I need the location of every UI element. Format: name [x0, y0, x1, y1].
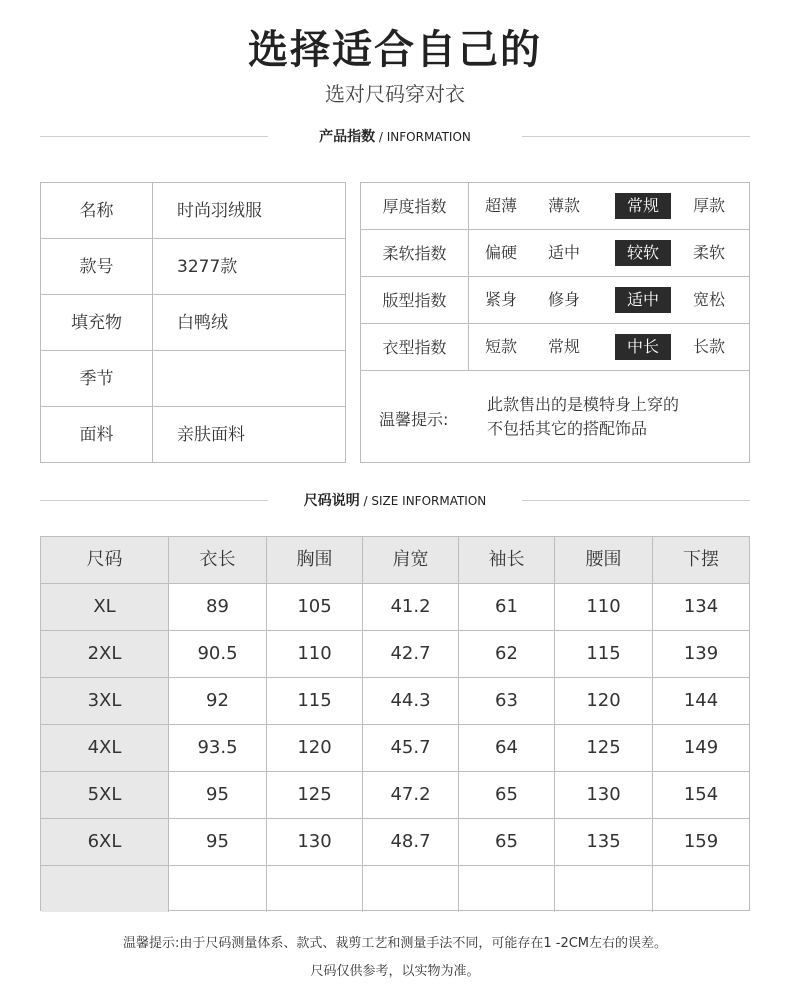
size-value-cell: 64: [459, 725, 555, 771]
size-value-cell: 144: [683, 690, 719, 711]
size-label-cell: XL: [41, 584, 169, 630]
index-option: 长款: [692, 337, 725, 356]
size-value-cell: 139: [683, 643, 719, 664]
index-key: 衣型指数: [361, 324, 469, 371]
size-value-cell: 120: [555, 678, 653, 724]
size-header-cell: 下摆: [683, 549, 719, 570]
info-value: 时尚羽绒服: [177, 201, 262, 221]
section-header-product: [40, 126, 750, 146]
size-value-cell: 93.5: [169, 725, 267, 771]
index-option-selected: 中长: [615, 334, 671, 360]
size-value-cell: 92: [169, 678, 267, 724]
size-value-cell: 63: [459, 678, 555, 724]
size-value-cell: 42.7: [363, 631, 459, 677]
size-header-cell: 衣长: [169, 537, 267, 583]
section-title-cn: 产品指数: [319, 129, 376, 145]
size-header-cell: 肩宽: [363, 537, 459, 583]
size-table-header: [41, 537, 749, 584]
size-row: [41, 678, 749, 725]
size-value-cell: [555, 866, 653, 912]
index-row: [361, 183, 749, 230]
size-header-cell: 尺码: [41, 537, 169, 583]
info-row: [41, 183, 345, 239]
index-key: 厚度指数: [361, 183, 469, 230]
size-value-cell: 130: [555, 772, 653, 818]
index-option: 常规: [547, 337, 580, 356]
size-label-cell: 5XL: [41, 772, 169, 818]
size-header-cell: 胸围: [267, 537, 363, 583]
section-title-cn: 尺码说明: [303, 493, 360, 509]
size-value-cell: 62: [459, 631, 555, 677]
index-option: 短款: [484, 337, 517, 356]
size-value-cell: [653, 866, 749, 912]
index-row: [361, 324, 749, 371]
size-label-cell: 3XL: [41, 678, 169, 724]
size-value-cell: 110: [555, 584, 653, 630]
size-value-cell: 65: [459, 772, 555, 818]
size-row: [41, 866, 749, 913]
size-label-cell: 2XL: [41, 631, 169, 677]
info-key: 填充物: [41, 295, 153, 351]
footer-reference: 尺码仅供参考，以实物为准。: [310, 964, 480, 979]
index-option: 偏硬: [484, 243, 517, 262]
index-option: 超薄: [484, 196, 517, 215]
info-value: 3277款: [177, 257, 238, 277]
size-value-cell: 41.2: [363, 584, 459, 630]
info-value: 亲肤面料: [177, 425, 245, 445]
size-value-cell: 159: [683, 831, 719, 852]
info-value: 白鸭绒: [177, 313, 228, 333]
size-value-cell: 125: [267, 772, 363, 818]
info-row: [41, 295, 345, 351]
size-value-cell: 115: [267, 678, 363, 724]
size-value-cell: 125: [555, 725, 653, 771]
size-value-cell: 65: [459, 819, 555, 865]
product-info-table: [40, 182, 346, 463]
size-label-cell: 4XL: [41, 725, 169, 771]
size-value-cell: 130: [267, 819, 363, 865]
size-value-cell: [363, 866, 459, 912]
size-row: [41, 772, 749, 819]
size-row: [41, 725, 749, 772]
size-row: [41, 631, 749, 678]
size-value-cell: 134: [683, 596, 719, 617]
size-value-cell: [459, 866, 555, 912]
index-option-selected: 适中: [615, 287, 671, 313]
size-row: [41, 584, 749, 631]
tip-line-2: 不包括其它的搭配饰品: [487, 419, 648, 438]
size-value-cell: [267, 866, 363, 912]
index-option: 厚款: [692, 196, 725, 215]
info-row: [41, 351, 345, 407]
size-value-cell: 90.5: [169, 631, 267, 677]
size-row: [41, 819, 749, 866]
info-key: 款号: [41, 239, 153, 295]
info-key: 名称: [41, 183, 153, 239]
size-value-cell: 47.2: [363, 772, 459, 818]
info-row: [41, 407, 345, 463]
footer-note: 温馨提示:由于尺码测量体系、款式、裁剪工艺和测量手法不同，可能存在1 -2CM左右的误差。: [122, 936, 668, 951]
page-subtitle: 选对尺码穿对衣: [325, 82, 465, 106]
index-option: 柔软: [692, 243, 725, 262]
index-option-selected: 常规: [615, 193, 671, 219]
tip-line-1: 此款售出的是模特身上穿的: [487, 395, 680, 414]
size-value-cell: 110: [267, 631, 363, 677]
info-row: [41, 239, 345, 295]
tip-label: 温馨提示:: [379, 410, 449, 429]
size-value-cell: 89: [169, 584, 267, 630]
index-option: 修身: [547, 290, 580, 309]
size-label-cell: 6XL: [41, 819, 169, 865]
section-title-en: / INFORMATION: [375, 130, 471, 144]
size-label-cell: [41, 866, 169, 912]
size-header-cell: 袖长: [459, 537, 555, 583]
size-value-cell: 95: [169, 772, 267, 818]
size-value-cell: 61: [459, 584, 555, 630]
size-value-cell: 120: [267, 725, 363, 771]
size-value-cell: 149: [683, 737, 719, 758]
product-index-table: [360, 182, 750, 463]
index-option: 宽松: [692, 290, 725, 309]
size-value-cell: 48.7: [363, 819, 459, 865]
info-key: 面料: [41, 407, 153, 463]
size-value-cell: 45.7: [363, 725, 459, 771]
index-row: [361, 277, 749, 324]
size-value-cell: [169, 866, 267, 912]
size-value-cell: 154: [683, 784, 719, 805]
index-row: [361, 230, 749, 277]
info-key: 季节: [41, 351, 153, 407]
index-option: 适中: [547, 243, 580, 262]
size-value-cell: 115: [555, 631, 653, 677]
section-title-en: / SIZE INFORMATION: [359, 494, 487, 508]
size-value-cell: 135: [555, 819, 653, 865]
tip-text: [487, 393, 679, 441]
size-value-cell: 44.3: [363, 678, 459, 724]
index-key: 版型指数: [361, 277, 469, 324]
index-option-selected: 较软: [615, 240, 671, 266]
index-key: 柔软指数: [361, 230, 469, 277]
size-value-cell: 105: [267, 584, 363, 630]
index-option: 紧身: [484, 290, 517, 309]
index-option: 薄款: [547, 196, 580, 215]
size-header-cell: 腰围: [555, 537, 653, 583]
section-header-size: [40, 490, 750, 510]
size-value-cell: 95: [169, 819, 267, 865]
size-table: [40, 536, 750, 911]
page-title: 选择适合自己的: [248, 27, 542, 73]
